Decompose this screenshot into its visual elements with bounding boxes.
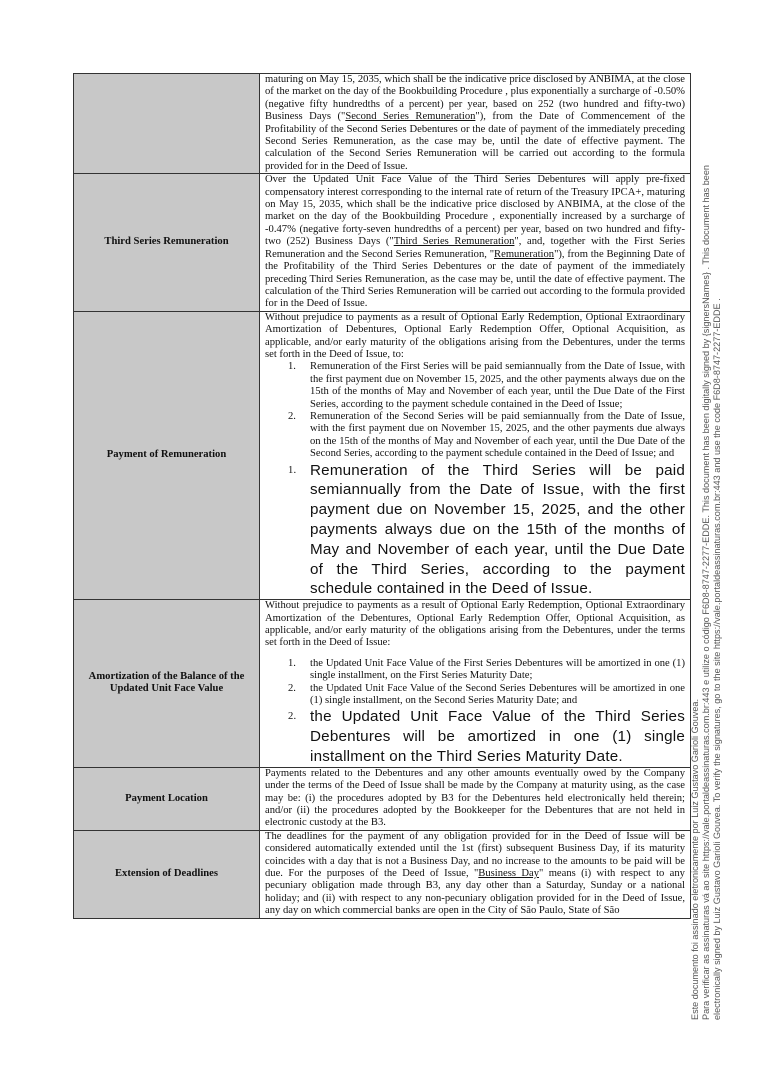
row-content: maturing on May 15, 2035, which shall be the indicative price disclosed by ANBIMA, at the close of the market on the day of the Bookbuilding Procedure , plus exponentially a surcharge of -0.50% (negative fifty hundredths of a percent) per year, based on 252 (two hundred and fifty-two) Business Days ("Second Series Remuneration"), from the Date of Commencement of the Profitability of the Second Series Debentures or the date of payment of the immediately preceding Second Series Remuneration, as the case may be, until the date of effective payment. The calculation of the Second Series Remuneration will be carried out according to the formula provided for in the Deed of Issue. (260, 74, 691, 174)
signature-notice-line: Para verificar as assinaturas vá ao site https://vale.portaldeassinaturas.com.br:443 e utilize o código F6D8-8747-2277-EDDE. This document has been digitally signed by {signersNames} . This document has been (701, 165, 712, 1020)
table-row (74, 311, 691, 599)
defined-term: Third Series Remuneration (393, 236, 515, 248)
table-row (74, 74, 691, 174)
signature-notice-line: Este documento foi assinado eletronicamente por Luiz Gustavo Garioli Gouvea. (690, 699, 700, 1020)
row-label: Third Series Remuneration (74, 174, 260, 311)
list-item: 1. Remuneration of the Third Series will be paid semiannually from the Date of Issue, with the first payment due on November 15, 2025, and the other payments always due on the 15th of the months of May and November of each year, until the Due Date of the Third Series, according to the payment schedule contained in the Deed of Issue. (288, 461, 685, 598)
list-item: 1. the Updated Unit Face Value of the First Series Debentures will be amortized in one (1) single installment, on the First Series Maturity Date; (288, 657, 685, 682)
defined-term: Remuneration (494, 248, 555, 260)
row-content (260, 600, 691, 768)
row-content: The deadlines for the payment of any obligation provided for in the Deed of Issue will be considered automatically extended until the 1st (first) subsequent Business Day, if its maturity coincides with a day that is not a Business Day, and no increase to the amounts to be paid will be due. For the purposes of the Deed of Issue, "Business Day" means (i) with respect to any pecuniary obligation made through B3, any day other than a Saturday, Sunday or a national holiday; and (ii) with respect to any non-pecuniary obligation provided for in the Deed of Issue, any day on which commercial banks are open in the City of São Paulo, State of São (260, 830, 691, 918)
row-label (74, 74, 260, 174)
table-row (74, 600, 691, 768)
list-item: 1. Remuneration of the First Series will be paid semiannually from the Date of Issue, with the first payment due on November 15, 2025, and the other payments always due on the 15th of the months of May and November of each year, until the Due Date of the First Series, according to the payment schedule contained in the Deed of Issue; (288, 361, 685, 410)
row-content: Over the Updated Unit Face Value of the Third Series Debentures will apply pre-fixed compensatory interest corresponding to the internal rate of return of the Treasury IPCA+, maturing on May 15, 2035, which shall be the indicative price disclosed by ANBIMA, at the close of the market on the day of the Bookbuilding Procedure , exponentially increased by a surcharge of -0.47% (negative forty-seven hundredths of a percent) per year, based on two hundred and fifty-two (252) Business Days ("Third Series Remuneration", and, together with the First Series Remuneration and the Second Series Remuneration, "Remuneration"), from the Beginning Date of the Profitability of the Third Series Debentures or the date of payment of the immediately preceding Third Series Remuneration, as the case may be, until the date of effective payment. The calculation of the Third Series Remuneration will be carried out according to the formula provided for in the Deed of Issue. (260, 174, 691, 311)
row-content: Payments related to the Debentures and any other amounts eventually owed by the Company under the terms of the Deed of Issue shall be made by the Company at maturity using, as the case may be: (i) the procedures adopted by B3 for the Debentures held electronically held therein; and/or (ii) the procedures adopted by the Bookkeeper for the Debentures that are not held in electronic custody at the B3. (260, 767, 691, 830)
signature-notice-line: electronically signed by Luiz Gustavo Garioli Gouvea. To verify the signatures, go to the site https://vale.portaldeassinaturas.com.br:443 and use the code F6D8-8747-2277-EDDE . (712, 298, 723, 1020)
defined-term: Second Series Remuneration (345, 111, 476, 123)
row-label: Payment of Remuneration (74, 311, 260, 599)
signature-notice (690, 60, 724, 1020)
intro-paragraph: Without prejudice to payments as a result of Optional Early Redemption, Optional Extraordinary Amortization of Debentures, Optional Early Redemption Offer, Optional Acquisition, as applicable, and/or early maturity of the obligations arising from the Debentures, under the terms set forth in the Deed of Issue, to: (265, 311, 685, 360)
terms-table (73, 73, 691, 919)
list-item: 2. the Updated Unit Face Value of the Second Series Debentures will be amortized in one (1) single installment, on the Second Series Maturity Date; and (288, 682, 685, 707)
intro-paragraph: Without prejudice to payments as a result of Optional Early Redemption, Optional Extraordinary Amortization of the Debentures, Optional Early Redemption Offer, Optional Acquisition, as applicable, and/or early maturity of the obligations arising from the Debentures, under the terms set forth in the Deed of Issue: (265, 600, 685, 649)
table-row (74, 830, 691, 918)
defined-term: Business Day (478, 868, 539, 880)
row-label: Amortization of the Balance of the Updated Unit Face Value (74, 600, 260, 768)
list-item: 2. the Updated Unit Face Value of the Third Series Debentures will be amortized in one (1) single installment on the Third Series Maturity Date. (288, 708, 685, 766)
row-label: Extension of Deadlines (74, 830, 260, 918)
row-content (260, 311, 691, 599)
table-row (74, 174, 691, 311)
table-row (74, 767, 691, 830)
list-item: 2. Remuneration of the Second Series will be paid semiannually from the Date of Issue, with the first payment due on November 15, 2025, and the other payments due always on the 15th of the months of May and November of each year, until the Due Date of the Second Series, according to the payment schedule contained in the Deed of Issue; and (288, 410, 685, 460)
row-label: Payment Location (74, 767, 260, 830)
